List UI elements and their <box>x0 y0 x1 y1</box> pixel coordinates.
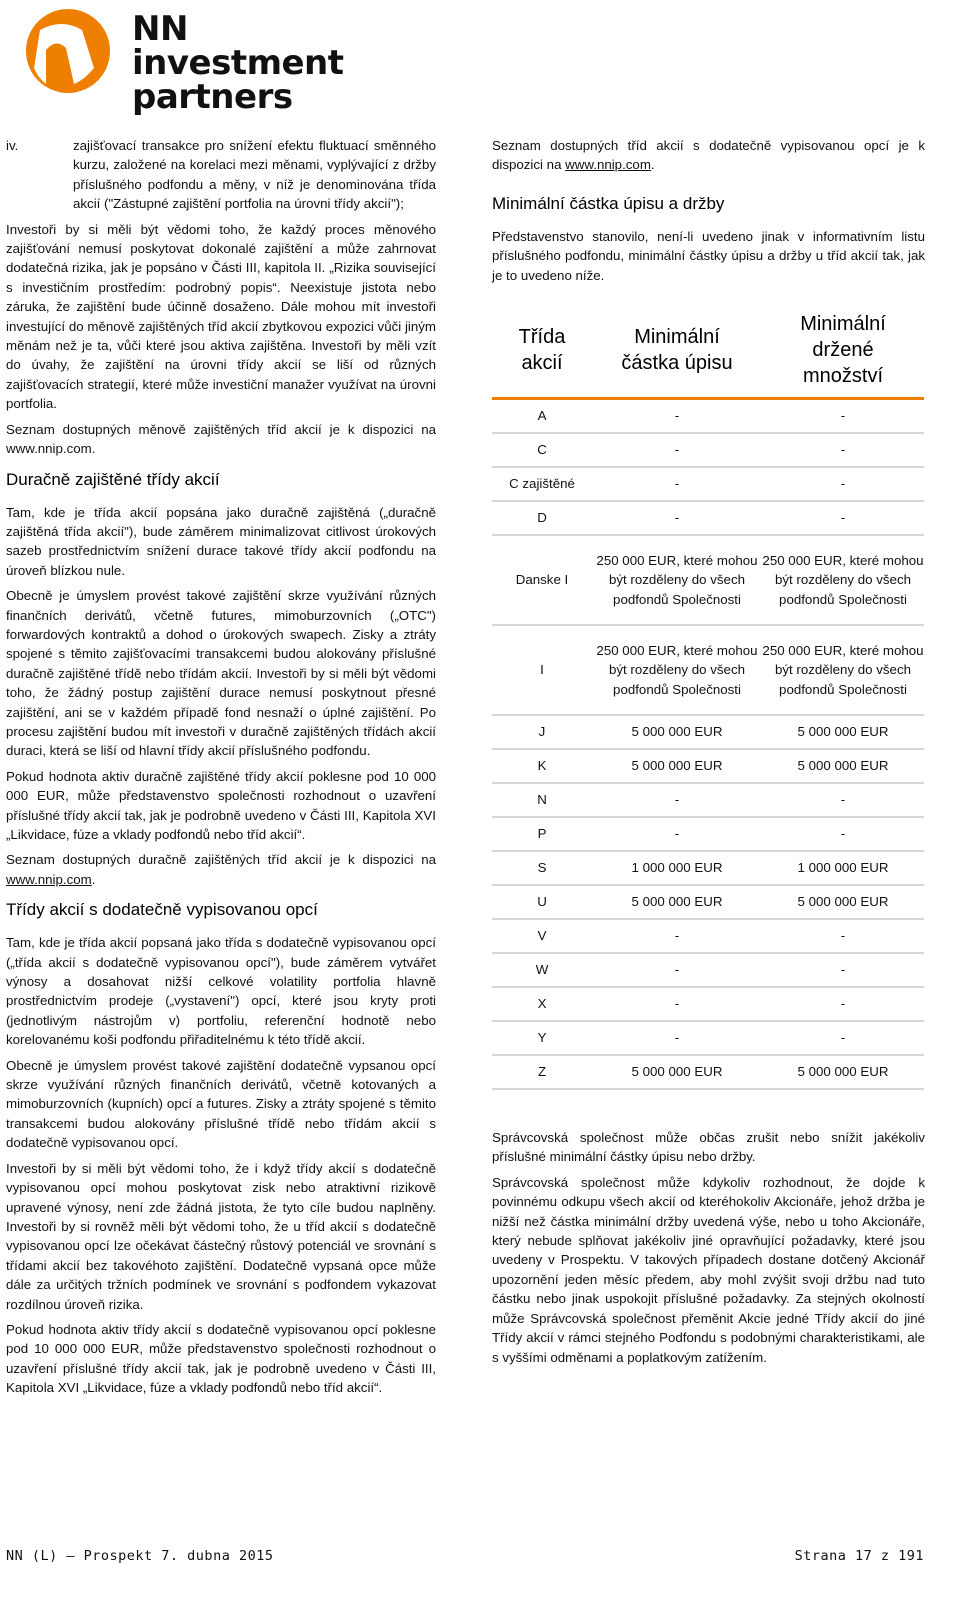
table-cell: 250 000 EUR, které mohou být rozděleny do všech podfondů Společnosti <box>762 535 924 625</box>
table-cell: - <box>592 1021 762 1055</box>
table-cell: - <box>762 399 924 434</box>
table-cell: - <box>762 783 924 817</box>
list-item-number: iv. <box>6 138 19 153</box>
table-cell: - <box>762 953 924 987</box>
table-row <box>492 817 924 851</box>
table-cell: - <box>592 817 762 851</box>
paragraph: Tam, kde je třída akcií popsána jako duračně zajištěná („duračně zajištěná třída akcií"), bude záměrem minimalizovat citlivost úrokových sazeb prostřednictvím snížení durace takové třídy akcií podfondu na úroveň blízkou nule. <box>6 504 436 578</box>
table-row <box>492 467 924 501</box>
paragraph: Seznam dostupných tříd akcií s dodatečně vypisovanou opcí je k dispozici na www.nnip.com. <box>492 138 925 173</box>
table-cell: X <box>492 987 592 1021</box>
table-cell: - <box>592 467 762 501</box>
table-cell: 1 000 000 EUR <box>592 851 762 885</box>
table-cell: Z <box>492 1055 592 1089</box>
table-cell: A <box>492 399 592 434</box>
table-cell: K <box>492 749 592 783</box>
table-cell: 250 000 EUR, které mohou být rozděleny do všech podfondů Společnosti <box>592 625 762 715</box>
minimum-amounts-table <box>492 307 924 1090</box>
paragraph: Představenstvo stanovilo, není-li uvedeno jinak v informativním listu příslušného podfondu, minimální částky úpisu a držby u tříd akcií tak, jak je to uvedeno níže. <box>492 228 925 283</box>
table-row <box>492 535 924 625</box>
paragraph: Seznam dostupných duračně zajištěných tříd akcií je k dispozici na www.nnip.com. <box>6 852 436 887</box>
table-row <box>492 749 924 783</box>
table-cell: - <box>762 987 924 1021</box>
paragraph: Investoři by si měli být vědomi toho, že každý proces měnového zajišťování nemusí poskytovat dokonalé zajištění a může zahrnovat dodatečná rizika, jak je popsáno v Části III, kapitola II. „Rizika související s investičním prostředím: podrobný popis“. Neexistuje jistota nebo záruka, že zajištění bude účinně dosaženo. Dále mohou mít investoři investující do měnově zajištěných tříd akcií zbytkovou expozici vůči jiným měnám než je ta, vůči které jsou aktiva zajištěna. Investoři by měli vzít do úvahy, že zajištění na úrovni třídy akcií se liší od různých zajišťovacích strategií, které může investiční manažer využívat na úrovni portfolia. <box>6 221 436 412</box>
paragraph: Investoři by si měli být vědomi toho, že i když třídy akcií s dodatečně vypisovanou opcí mohou poskytovat zisk nebo atraktivní rizikově upravené výnosy, není zde žádná jistota, že tyto cíle budou naplněny. Investoři by si rovněž měli být vědomi toho, že u tříd akcií s dodatečně vypisovanou opcí lze očekávat částečný růstový potenciál ve srovnání s třídami akcií bez takovéhoto zajištění. Dodatečně vypsaná opce může dále za určitých tržních podmínek ve srovnání s podfondem vykazovat rozdílnou úroveň rizika. <box>6 1160 436 1312</box>
table-cell: - <box>762 1021 924 1055</box>
paragraph: Obecně je úmyslem provést takové zajištění skrze využívání různých finančních derivátů, včetně futures, mimoburzovních („OTC") forwardových kontraktů a dohod o úrokových swapech. Zisky a ztráty spojené s těmito zajišťovacími transakcemi budou alokovány příslušné duračně zajištěné třídě nebo třídám akcií. Investoři by si měli být vědomi toho, že žádný postup zajištění durace nemusí poskytnout přesné zajištění, ani se v každém případě fond nesnaží o úplné zajištění. Po procesu zajištění budou mít investoři v duračně zajištěných třídách akcií duraci, která se liší od hlavní třídy akcií příslušného podfondu. <box>6 588 436 759</box>
nnip-link[interactable]: www.nnip.com <box>565 157 651 173</box>
table-row <box>492 501 924 535</box>
table-cell: - <box>762 467 924 501</box>
nnip-link[interactable]: www.nnip.com <box>6 871 92 887</box>
table-row <box>492 1021 924 1055</box>
table-row <box>492 715 924 749</box>
table-row <box>492 399 924 434</box>
paragraph: Pokud hodnota aktiv duračně zajištěné třídy akcií poklesne pod 10 000 000 EUR, může představenstvo společnosti rozhodnout o uzavření příslušné třídy akcií tak, jak je podrobně uvedeno v Části III, Kapitola XVI „Likvidace, fúze a vklady podfondů nebo tříd akcií“. <box>6 768 436 842</box>
table-cell: - <box>762 919 924 953</box>
table-cell: C <box>492 433 592 467</box>
section-heading-duration: Duračně zajištěné třídy akcií <box>6 469 220 489</box>
table-cell: S <box>492 851 592 885</box>
table-row <box>492 953 924 987</box>
table-row <box>492 783 924 817</box>
table-cell: - <box>592 953 762 987</box>
table-cell: - <box>762 433 924 467</box>
nn-logo-icon <box>22 8 114 94</box>
table-cell: - <box>592 783 762 817</box>
brand-name: NN investment partners <box>132 9 344 117</box>
table-cell: - <box>592 987 762 1021</box>
company-logo <box>0 0 360 117</box>
column-header: Minimální držené množství <box>762 307 924 399</box>
table-row <box>492 919 924 953</box>
table-cell: - <box>592 919 762 953</box>
table-cell: P <box>492 817 592 851</box>
table-cell: 5 000 000 EUR <box>592 749 762 783</box>
section-heading-option: Třídy akcií s dodatečně vypisovanou opcí <box>6 900 318 920</box>
table-cell: N <box>492 783 592 817</box>
paragraph: Seznam dostupných měnově zajištěných tříd akcií je k dispozici na www.nnip.com. <box>6 421 436 457</box>
paragraph: Obecně je úmyslem provést takové zajištění dodatečně vypsanou opcí skrze využívání různých finančních derivátů, včetně kotovaných a mimoburzovních (kupních) opcí a futures. Zisky a ztráty spojené s těmito transakcemi budou alokovány příslušné třídě nebo třídám akcií s dodatečně vypisovanou opcí. <box>6 1057 436 1151</box>
table-cell: 5 000 000 EUR <box>592 885 762 919</box>
list-item-iv <box>6 136 436 214</box>
brand-line2: partners <box>132 77 293 117</box>
paragraph: Správcovská společnost může občas zrušit nebo snížit jakékoliv příslušné minimální částky úpisu nebo držby. <box>492 1130 925 1165</box>
table-row <box>492 885 924 919</box>
footer-document-title: NN (L) – Prospekt 7. dubna 2015 <box>6 1548 274 1564</box>
column-header: Třída akcií <box>492 307 592 399</box>
table-cell: 1 000 000 EUR <box>762 851 924 885</box>
table-row <box>492 851 924 885</box>
paragraph: Tam, kde je třída akcií popsaná jako třída s dodatečně vypisovanou opcí („třída akcií s dodatečně vypisovanou opcí"), bude záměrem vytvářet výnosy a dosahovat nižší celkové volatility portfolia hlavně prostřednictvím prodeje („vystavení") opcí, které jsou kryty proti (jednotlivým nástrojům v) portfoliu, referenční hodnotě nebo korelovanému koši podfondu přiřaditelnému k této třídě akcií. <box>6 935 436 1048</box>
list-item-text: zajišťovací transakce pro snížení efektu fluktuací směnného kurzu, založené na korelaci mezi měnami, vyplývající z držby příslušného podfondu a měny, v níž je denominována třída akcií ("Zástupné zajištění portfolia na úrovni třídy akcií"); <box>73 138 436 212</box>
table-row <box>492 625 924 715</box>
column-header: Minimální částka úpisu <box>592 307 762 399</box>
brand-line1: investment <box>132 43 344 83</box>
table-cell: C zajištěné <box>492 467 592 501</box>
table-cell: 5 000 000 EUR <box>592 1055 762 1089</box>
table-cell: 250 000 EUR, které mohou být rozděleny do všech podfondů Společnosti <box>762 625 924 715</box>
table-cell: - <box>592 433 762 467</box>
paragraph: Správcovská společnost může kdykoliv rozhodnout, že dojde k povinnému odkupu všech akcií od kteréhokoliv Akcionáře, jehož držba je nižší než částka minimální držby uvedená výše, nebo u toho Akcionáře, který nebude splňovat jakékoliv jiné opravňující požadavky, které jsou uvedeny v Prospektu. V takových případech dostane dotčený Akcionář upozornění jeden měsíc předem, aby mohl zvýšit svoji držbu nad tuto částku nebo jinak uspokojit příslušné požadavky. Za stejných okolností může Správcovská společnost přeměnit Akcie jedné Třídy akcií do jiné Třídy akcií v rámci stejného Podfondu s podobnými charakteristikami, ale s vyššími odměnami a poplatkovým zatížením. <box>492 1174 925 1365</box>
table-cell: J <box>492 715 592 749</box>
table-cell: I <box>492 625 592 715</box>
table-cell: - <box>592 501 762 535</box>
right-column <box>492 136 925 1373</box>
table-row <box>492 433 924 467</box>
table-cell: U <box>492 885 592 919</box>
table-cell: Y <box>492 1021 592 1055</box>
table-row <box>492 1055 924 1089</box>
table-header-row <box>492 307 924 399</box>
table-cell: 250 000 EUR, které mohou být rozděleny do všech podfondů Společnosti <box>592 535 762 625</box>
table-row <box>492 987 924 1021</box>
section-heading-minimum: Minimální částka úpisu a držby <box>492 193 725 213</box>
table-cell: - <box>762 501 924 535</box>
table-cell: Danske I <box>492 535 592 625</box>
table-cell: 5 000 000 EUR <box>762 715 924 749</box>
left-column <box>6 136 436 1404</box>
table-cell: D <box>492 501 592 535</box>
paragraph: Pokud hodnota aktiv třídy akcií s dodatečně vypisovanou opcí poklesne pod 10 000 000 EUR, může představenstvo společnosti rozhodnout o uzavření příslušné třídy akcií tak, jak je podrobně uvedeno v Části III, Kapitola XVI „Likvidace, fúze a vklady podfondů nebo tříd akcií“. <box>6 1321 436 1396</box>
table-cell: - <box>762 817 924 851</box>
table-cell: 5 000 000 EUR <box>762 1055 924 1089</box>
table-cell: 5 000 000 EUR <box>592 715 762 749</box>
table-cell: - <box>592 399 762 434</box>
table-cell: 5 000 000 EUR <box>762 749 924 783</box>
footer-page-number: Strana 17 z 191 <box>794 1548 924 1564</box>
table-cell: W <box>492 953 592 987</box>
table-cell: V <box>492 919 592 953</box>
table-cell: 5 000 000 EUR <box>762 885 924 919</box>
